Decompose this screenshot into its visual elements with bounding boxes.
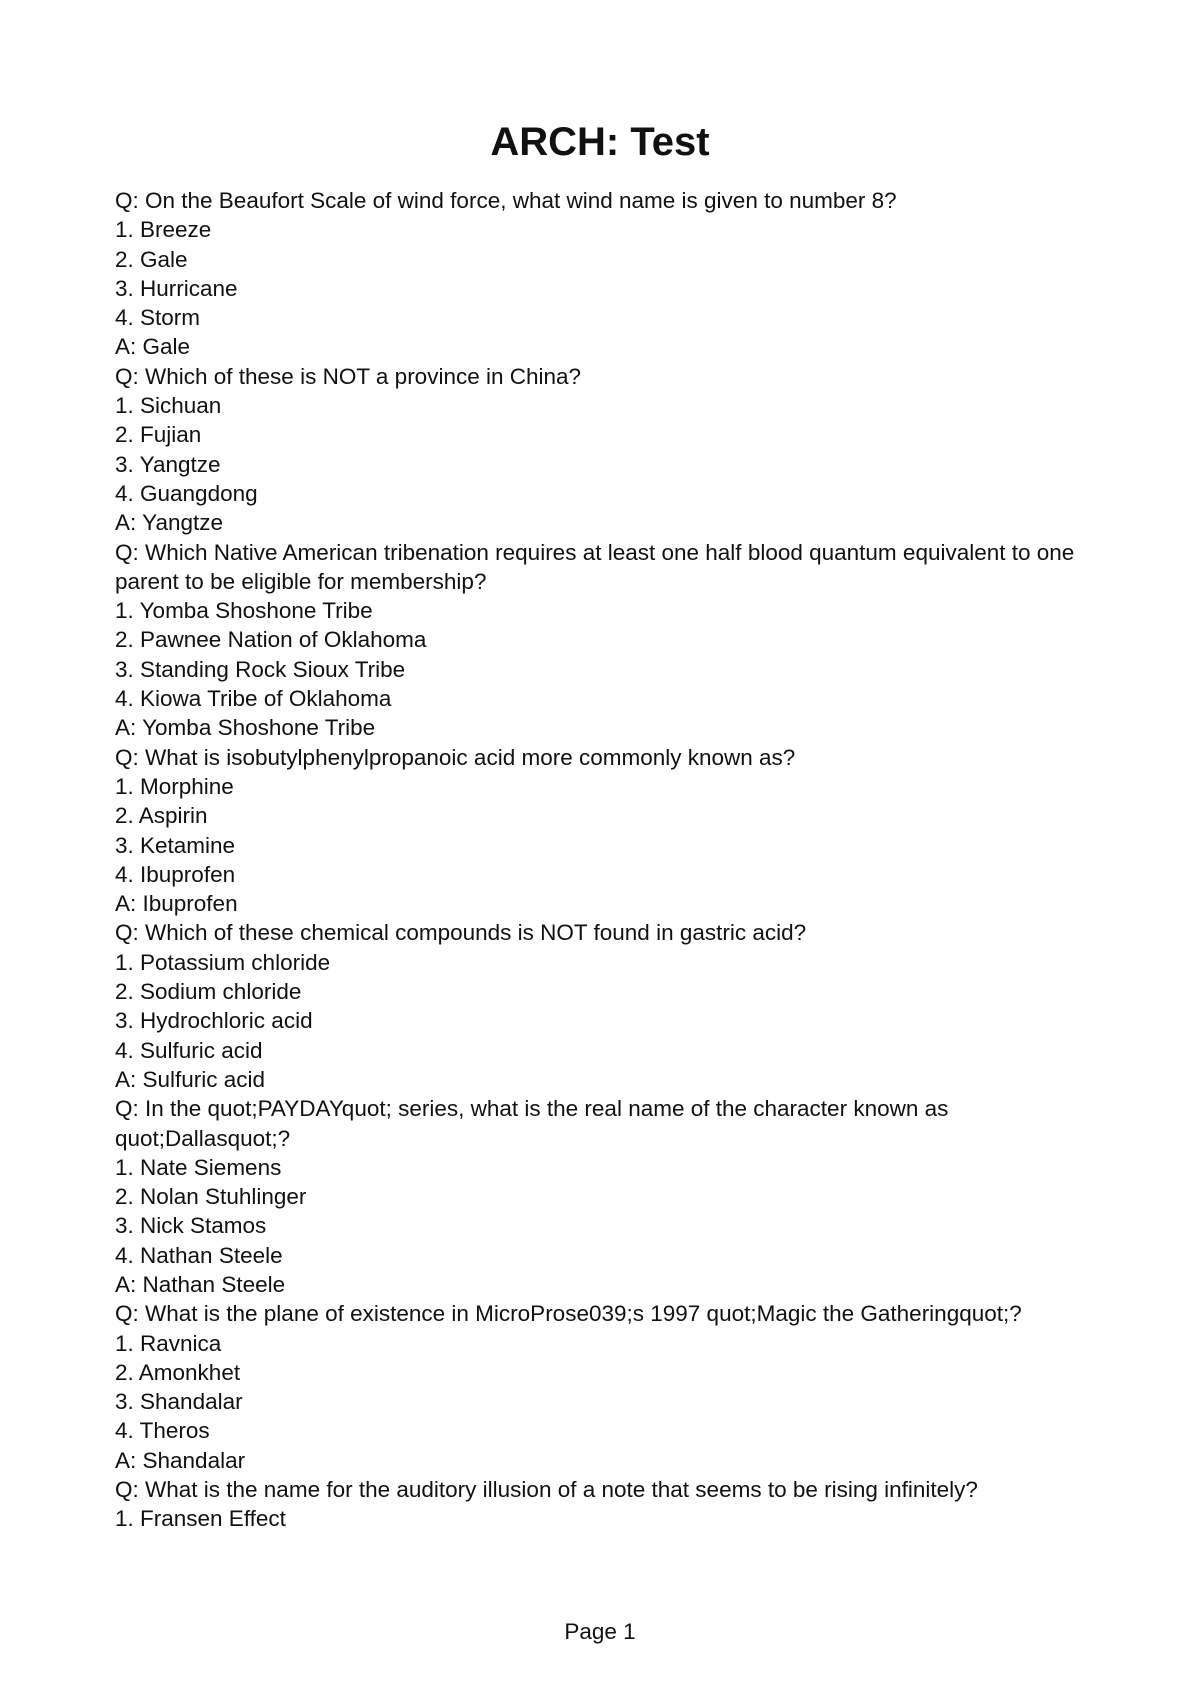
answer-option: 3. Shandalar [115, 1389, 243, 1415]
answer-option: 1. Sichuan [115, 393, 222, 419]
correct-answer: A: Yomba Shoshone Tribe [115, 715, 376, 741]
answer-option: 3. Nick Stamos [115, 1213, 267, 1239]
answer-option: 2. Pawnee Nation of Oklahoma [115, 627, 427, 653]
question-text: Q: What is the name for the auditory illusion of a note that seems to be rising infinitely? [115, 1477, 978, 1503]
answer-option: 1. Morphine [115, 773, 234, 799]
answer-option: 2. Gale [115, 246, 188, 272]
page-title: ARCH: Test [490, 120, 710, 164]
answer-option: 3. Hurricane [115, 275, 238, 301]
correct-answer: A: Ibuprofen [115, 891, 238, 917]
question-text: Q: Which Native American tribenation requires at least one half blood quantum equivalent to one parent to be eligible for membership? [115, 539, 1075, 594]
answer-option: 3. Ketamine [115, 832, 236, 858]
answer-option: 2. Sodium chloride [115, 979, 302, 1005]
question-block-2 [115, 362, 1100, 538]
question-text: Q: In the quot;PAYDAYquot; series, what is the real name of the character known as quot;Dallasquot;? [115, 1096, 949, 1151]
answer-option: 4. Storm [115, 305, 201, 331]
question-block-6 [115, 1094, 1100, 1299]
answer-option: 2. Amonkhet [115, 1359, 241, 1385]
question-block-4 [115, 743, 1100, 919]
answer-option: 1. Ravnica [115, 1330, 222, 1356]
answer-option: 2. Nolan Stuhlinger [115, 1184, 307, 1210]
answer-option: 1. Fransen Effect [115, 1506, 286, 1532]
page-number: Page 1 [564, 1619, 636, 1644]
correct-answer: A: Yangtze [115, 510, 223, 536]
answer-option: 4. Ibuprofen [115, 861, 236, 887]
correct-answer: A: Sulfuric acid [115, 1066, 266, 1092]
answer-option: 1. Yomba Shoshone Tribe [115, 598, 373, 624]
answer-option: 3. Standing Rock Sioux Tribe [115, 656, 406, 682]
answer-option: 1. Potassium chloride [115, 949, 331, 975]
answer-option: 3. Hydrochloric acid [115, 1008, 313, 1034]
question-list [115, 186, 1100, 1534]
question-text: Q: On the Beaufort Scale of wind force, what wind name is given to number 8? [115, 188, 897, 213]
question-block-1 [115, 186, 1100, 362]
question-block-5 [115, 918, 1100, 1094]
answer-option: 2. Fujian [115, 422, 202, 448]
question-text: Q: What is the plane of existence in MicroProse039;s 1997 quot;Magic the Gatheringquot;? [115, 1301, 1022, 1327]
answer-option: 4. Nathan Steele [115, 1242, 283, 1268]
answer-option: 4. Theros [115, 1418, 210, 1444]
answer-option: 4. Kiowa Tribe of Oklahoma [115, 686, 392, 712]
correct-answer: A: Nathan Steele [115, 1271, 286, 1297]
question-text: Q: What is isobutylphenylpropanoic acid more commonly known as? [115, 744, 796, 770]
correct-answer: A: Shandalar [115, 1447, 246, 1473]
question-block-7 [115, 1299, 1100, 1475]
answer-option: 4. Guangdong [115, 480, 258, 506]
question-text: Q: Which of these is NOT a province in China? [115, 363, 582, 389]
question-block-8 [115, 1475, 1100, 1534]
answer-option: 1. Nate Siemens [115, 1154, 282, 1180]
question-block-3 [115, 538, 1100, 743]
answer-option: 1. Breeze [115, 217, 212, 243]
answer-option: 4. Sulfuric acid [115, 1037, 263, 1063]
answer-option: 2. Aspirin [115, 803, 208, 829]
question-text: Q: Which of these chemical compounds is NOT found in gastric acid? [115, 920, 807, 946]
correct-answer: A: Gale [115, 334, 191, 360]
answer-option: 3. Yangtze [115, 451, 221, 477]
